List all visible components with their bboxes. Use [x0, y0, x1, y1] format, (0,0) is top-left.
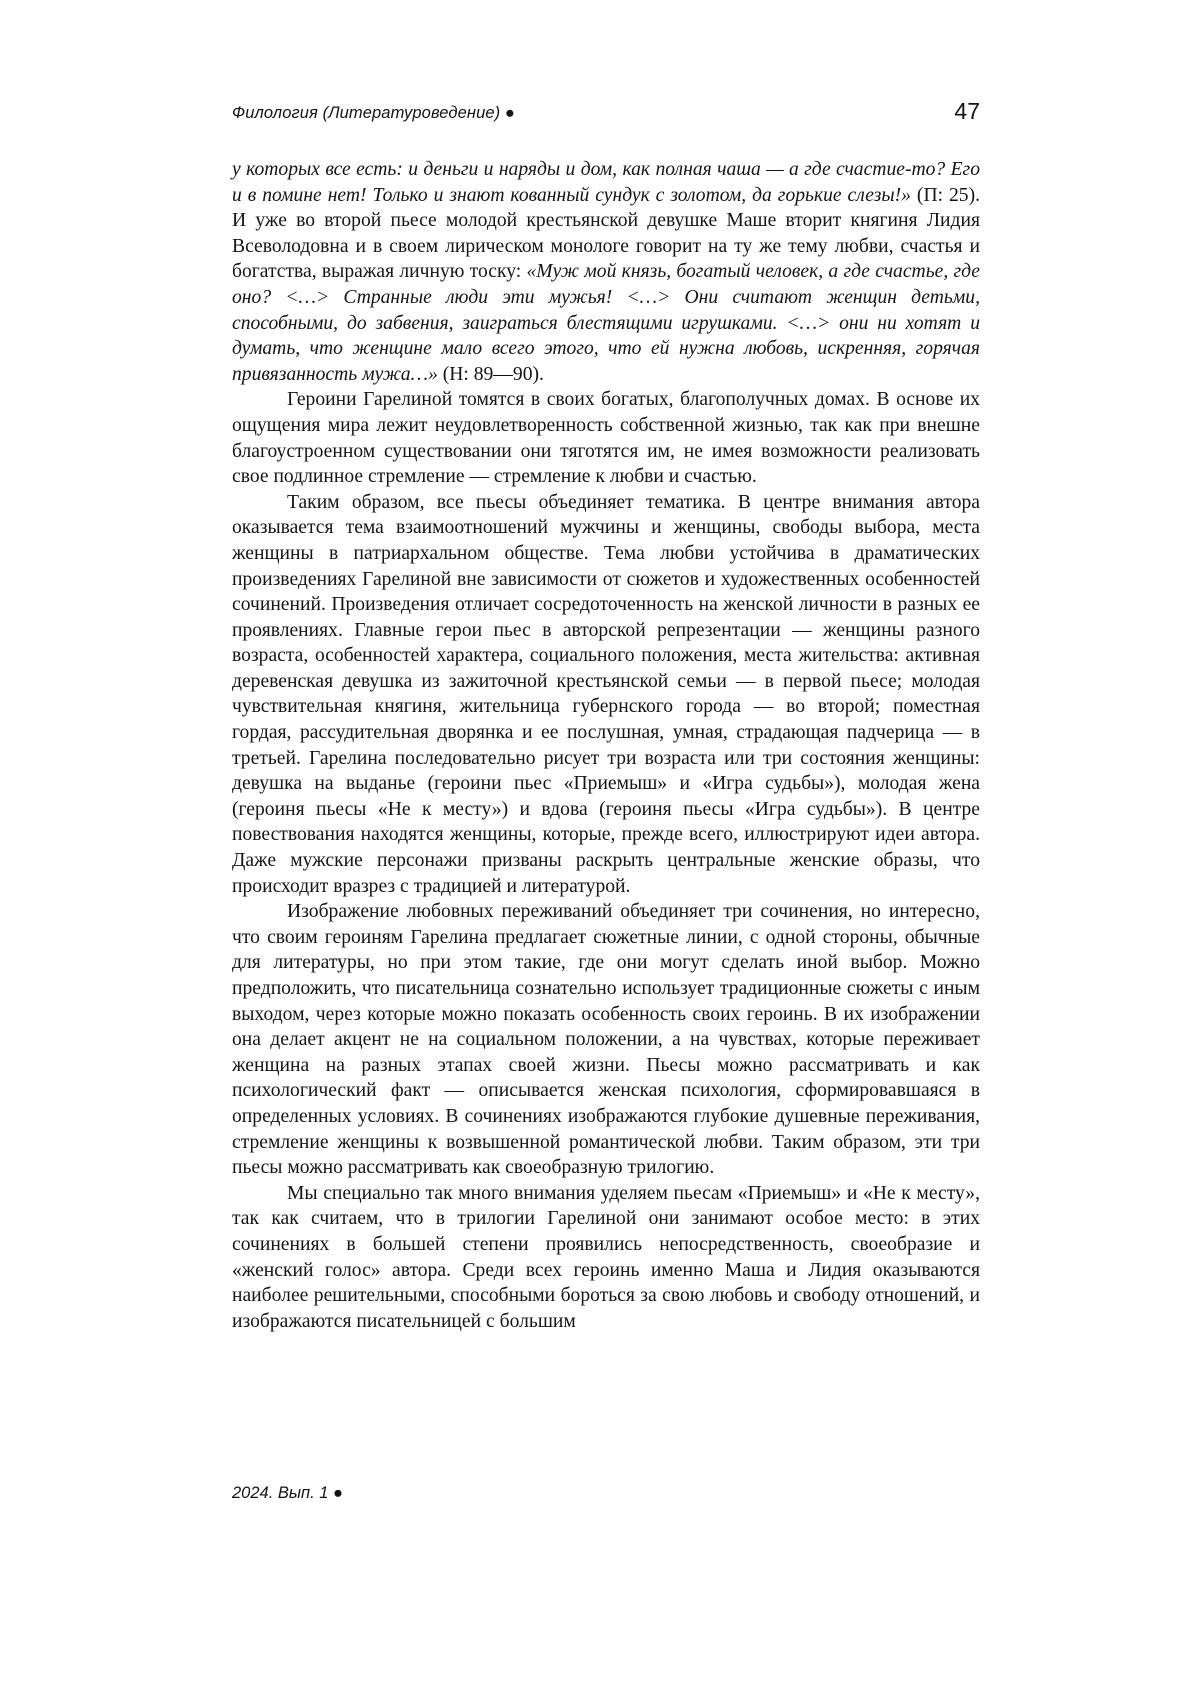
quote-italic: у которых все есть: и деньги и наряды и дом, как полная чаша — а где счастие-то? Его и в помине нет! Только и знают кованный сундук с золотом, да горькие слезы!» [232, 159, 980, 206]
paragraph: Героини Гарелиной томятся в своих богатых, благополучных домах. В основе их ощущения мира лежит неудовлетворенность собственной жизнью, так как при внешне благоустроенном существовании они тяготятся им, не имея возможности реализовать свое подлинное стремление — стремление к любви и счастью. [232, 389, 980, 488]
issue-footer: 2024. Вып. 1 ● [232, 1484, 343, 1502]
paragraph-text: (П: 25). И уже во второй пьесе молодой крестьянской девушке Маше вторит княгиня Лидия Всеволодовна и в своем лирическом монологе говорит на ту же тему любви, счастья и богатства, выражая личную тоску: [232, 184, 980, 283]
running-title: Филология (Литературоведение) ● [232, 104, 515, 122]
page-number: 47 [954, 98, 980, 124]
quote-italic: «Муж мой князь, богатый человек, а где счастье, где оно? <…> Странные люди эти мужья! <…> Они считают женщин детьми, способными, до забвения, заиграться блестящими игрушками. <…> они ни хотят и думать, что женщине мало всего этого, что ей нужна любовь, искренняя, горячая привязанность мужа…» [232, 261, 980, 385]
paragraph: Таким образом, все пьесы объединяет тематика. В центре внимания автора оказывается тема взаимоотношений мужчины и женщины, свободы выбора, места женщины в патриархальном обществе. Тема любви устойчива в драматических произведениях Гарелиной вне зависимости от сюжетов и художественных особенностей сочинений. Произведения отличает сосредоточенность на женской личности в разных ее проявлениях. Главные герои пьес в авторской репрезентации — женщины разного возраста, особенностей характера, социального положения, места жительства: активная деревенская девушка из зажиточной крестьянской семьи — в первой пьесе; молодая чувствительная княгиня, жительница губернского города — во второй; поместная гордая, рассудительная дворянка и ее послушная, умная, страдающая падчерица — в третьей. Гарелина последовательно рисует три возраста или три состояния женщины: девушка на выданье (героини пьес «Приемыш» и «Игра судьбы»), молодая жена (героиня пьесы «Не к месту») и вдова (героиня пьесы «Игра судьбы»). В центре повествования находятся женщины, которые, прежде всего, иллюстрируют идеи автора. Даже мужские персонажи призваны раскрыть центральные женские образы, что происходит вразрез с традицией и литературой. [232, 491, 980, 897]
citation-reference: (Н: 89—90). [437, 363, 544, 385]
article-body [232, 157, 980, 1334]
paragraph-continued [232, 157, 980, 387]
paragraph: Изображение любовных переживаний объединяет три сочинения, но интересно, что своим героиням Гарелина предлагает сюжетные линии, с одной стороны, обычные для литературы, но при этом такие, где они могут сделать иной выбор. Можно предположить, что писательница сознательно использует традиционные сюжеты с иным выходом, через которые можно показать особенность своих героинь. В их изображении она делает акцент не на социальном положении, а на чувствах, которые переживает женщина на разных этапах своей жизни. Пьесы можно рассматривать и как психологический факт — описывается женская психология, сформировавшаяся в определенных условиях. В сочинениях изображаются глубокие душевные переживания, стремление женщины к возвышенной романтической любви. Таким образом, эти три пьесы можно рассматривать как своеобразную трилогию. [232, 901, 980, 1179]
running-header [232, 98, 980, 134]
paragraph: Мы специально так много внимания уделяем пьесам «Приемыш» и «Не к месту», так как считаем, что в трилогии Гарелиной они занимают особое место: в этих сочинениях в большей степени проявились непосредственность, своеобразие и «женский голос» автора. Среди всех героинь именно Маша и Лидия оказываются наиболее решительными, способными бороться за свою любовь и свободу отношений, и изображаются писательницей с большим [232, 1182, 980, 1332]
